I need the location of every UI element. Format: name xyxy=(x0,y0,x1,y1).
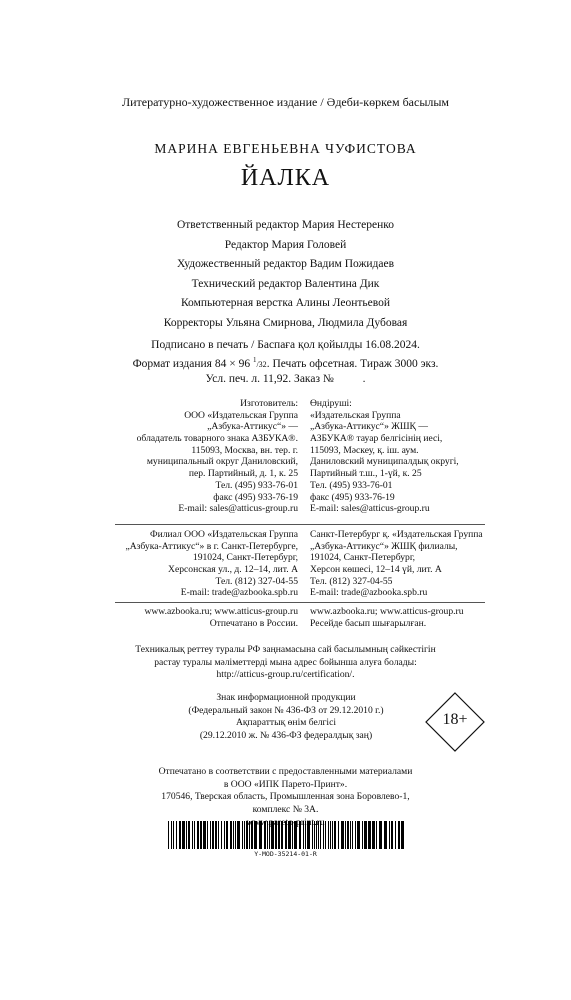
barcode-bar xyxy=(330,821,331,849)
credit-line: Редактор Мария Головей xyxy=(224,238,347,251)
barcode-bar xyxy=(210,821,211,849)
manufacturer-ru-line: Тел. (495) 933-76-01 xyxy=(215,479,298,491)
barcode-bar xyxy=(376,821,377,849)
print-info xyxy=(0,338,571,387)
manufacturer-ru-line: обладатель товарного знака АЗБУКА®. xyxy=(136,433,298,445)
barcode-bar xyxy=(230,821,232,849)
certification-note xyxy=(0,644,571,682)
printer-line: комплекс № 3А. xyxy=(252,804,319,816)
barcode-bar xyxy=(312,821,313,849)
credits-block xyxy=(0,216,571,333)
manufacturer-ru-line: E-mail: sales@atticus-group.ru xyxy=(178,503,298,515)
barcode-bar xyxy=(334,821,336,849)
website-link-kz[interactable]: www.azbooka.ru; www.atticus-group.ru xyxy=(310,606,464,617)
manufacturer-kz-line: 115093, Мәскеу, қ. іш. аум. xyxy=(310,444,419,456)
barcode-bar xyxy=(281,821,283,849)
barcode-bar xyxy=(278,821,280,849)
branch-kz xyxy=(310,529,483,599)
credit-line: Технический редактор Валентина Дик xyxy=(191,277,380,290)
barcode-bar xyxy=(294,821,297,849)
manufacturer-kz-line: E-mail: sales@atticus-group.ru xyxy=(310,503,430,515)
branch-ru xyxy=(125,529,298,599)
barcode-bar xyxy=(203,821,206,849)
barcode-bar xyxy=(173,821,174,849)
barcode-bar xyxy=(224,821,225,849)
barcode-bar xyxy=(259,821,262,849)
barcode-bar xyxy=(292,821,293,849)
printer-line: Отпечатано в соответствии с предоставленными материалами xyxy=(158,766,413,777)
barcode-bar xyxy=(264,821,266,849)
branch-kz-line: Тел. (812) 327-04-55 xyxy=(310,575,393,587)
barcode-bar xyxy=(207,821,208,849)
branch-ru-line: Тел. (812) 327-04-55 xyxy=(215,575,298,587)
barcode-bar xyxy=(384,821,387,849)
divider xyxy=(115,602,485,603)
barcode-bar xyxy=(197,821,199,849)
book-author: МАРИНА ЕВГЕНЬЕВНА ЧУФИСТОВА xyxy=(154,141,417,156)
barcode-bar xyxy=(372,821,375,849)
age-rating-badge xyxy=(425,692,485,752)
manufacturer-kz-line: факс (495) 933-76-19 xyxy=(310,491,395,503)
format-fraction-den: /32 xyxy=(256,359,267,369)
barcode-bar xyxy=(242,821,243,849)
barcode-bar xyxy=(320,821,321,849)
manufacturer-ru-line: муниципальный округ Даниловский, xyxy=(146,456,298,468)
barcode-bar xyxy=(285,821,287,849)
manufacturer-kz-line: Партийный т.ш., 1-үй, к. 25 xyxy=(310,468,422,480)
printer-line: в ООО «ИПК Парето-Принт». xyxy=(223,778,348,790)
barcode-bar xyxy=(352,821,353,849)
credit-line: Художественный редактор Вадим Пожидаев xyxy=(176,258,395,270)
branch-ru-line: E-mail: trade@azbooka.spb.ru xyxy=(180,587,298,599)
barcode-bar xyxy=(323,821,324,849)
barcode-bar xyxy=(305,821,306,849)
divider xyxy=(115,524,485,525)
barcode-bar xyxy=(347,821,349,849)
manufacturer-kz xyxy=(310,398,459,515)
branch-kz-line: Херсон көшесі, 12–14 үй, лит. А xyxy=(310,564,442,576)
branch-kz-line: 191024, Санкт-Петербург, xyxy=(310,552,416,564)
manufacturer-kz-line: Даниловский муниципалдық округі, xyxy=(310,456,459,468)
barcode-bar xyxy=(341,821,344,849)
websites-ru xyxy=(144,606,298,629)
info-sign-line: Знак информационной продукции xyxy=(216,692,356,703)
barcode-bar xyxy=(176,821,177,849)
barcode-bar xyxy=(357,821,360,849)
barcode xyxy=(168,821,404,849)
barcode-bar xyxy=(244,821,245,849)
barcode-label: Y-MOD-35214-01-R xyxy=(254,850,317,858)
printer-block xyxy=(0,766,571,830)
barcode-bar xyxy=(401,821,404,849)
credit-line: Ответственный редактор Мария Нестеренко xyxy=(176,219,395,231)
info-sign-line: (29.12.2010 ж. № 436-ФЗ федералдық заң) xyxy=(199,729,373,741)
barcode-bar xyxy=(237,821,240,849)
barcode-bar xyxy=(179,821,181,849)
barcode-bar xyxy=(188,821,190,849)
printed-in-ru: Отпечатано в России. xyxy=(209,617,298,629)
barcode-bar xyxy=(246,821,248,849)
barcode-bar xyxy=(368,821,371,849)
manufacturer-ru-line: 115093, Москва, вн. тер. г. xyxy=(191,444,298,456)
branch-kz-line: Санкт-Петербург қ. «Издательская Группа xyxy=(310,529,483,540)
manufacturer-ru-line: „Азбука-Аттикус“» — xyxy=(207,421,298,433)
book-title: ЙАЛКА xyxy=(240,165,331,191)
barcode-bar xyxy=(379,821,382,849)
barcode-bar xyxy=(221,821,222,849)
info-sign-block xyxy=(136,692,436,742)
barcode-bar xyxy=(200,821,202,849)
barcode-bar xyxy=(251,821,253,849)
credit-line: Корректоры Ульяна Смирнова, Людмила Дубовая xyxy=(163,316,408,329)
certification-line: растау туралы мәліметтерді мына адрес бойынша алуға болады: xyxy=(154,656,417,668)
sheets-line: Усл. печ. л. 11,92. Заказ № . xyxy=(205,372,366,385)
manufacturer-ru-line: Изготовитель: xyxy=(240,398,298,409)
barcode-bar xyxy=(182,821,185,849)
format-prefix: Формат издания 84 × 96 xyxy=(132,357,253,370)
barcode-bar xyxy=(254,821,257,849)
manufacturer-kz-line: «Издательская Группа xyxy=(310,409,401,421)
manufacturer-kz-line: „Азбука-Аттикус“» ЖШҚ — xyxy=(310,421,428,433)
barcode-bar xyxy=(398,821,400,849)
manufacturer-kz-line: Тел. (495) 933-76-01 xyxy=(310,479,393,491)
branch-ru-line: 191024, Санкт-Петербург, xyxy=(192,552,298,564)
barcode-bar xyxy=(186,821,187,849)
format-line xyxy=(0,353,571,372)
age-rating-text: 18+ xyxy=(442,711,468,728)
barcode-bar xyxy=(307,821,310,849)
manufacturer-ru-line: ООО «Издательская Группа xyxy=(184,409,298,421)
barcode-bar xyxy=(271,821,274,849)
barcode-bar xyxy=(362,821,363,849)
format-fraction-num: 1 xyxy=(252,356,257,364)
website-link-ru[interactable]: www.azbooka.ru; www.atticus-group.ru xyxy=(144,606,298,617)
manufacturer-ru-line: факс (495) 933-76-19 xyxy=(213,491,298,503)
barcode-bar xyxy=(226,821,228,849)
barcode-bar xyxy=(318,821,319,849)
barcode-bar xyxy=(332,821,333,849)
branch-ru-line: Филиал ООО «Издательская Группа xyxy=(150,529,298,540)
barcode-bar xyxy=(215,821,217,849)
printer-line: 170546, Тверская область, Промышленная зона Боровлево-1, xyxy=(161,791,410,803)
websites-kz xyxy=(310,606,464,629)
info-sign-line: (Федеральный закон № 436-ФЗ от 29.12.2010 г.) xyxy=(188,704,384,716)
credit-line: Компьютерная верстка Алины Леонтьевой xyxy=(180,297,391,309)
edition-type: Литературно-художественное издание / Әдеби-көркем басылым xyxy=(121,95,450,109)
barcode-bar xyxy=(171,821,172,849)
branch-ru-line: Херсонская ул., д. 12–14, лит. А xyxy=(168,564,298,576)
barcode-bar xyxy=(235,821,236,849)
manufacturer-ru xyxy=(137,398,298,515)
signed-line: Подписано в печать / Баспаға қол қойылды 16.08.2024. xyxy=(151,339,420,351)
barcode-bar xyxy=(218,821,219,849)
barcode-bar xyxy=(316,821,317,849)
barcode-bar xyxy=(395,821,396,849)
printed-in-kz: Ресейде басып шығарылған. xyxy=(310,617,427,629)
manufacturer-ru-line: пер. Партийный, д. 1, к. 25 xyxy=(188,468,298,480)
barcode-bar xyxy=(269,821,270,849)
barcode-bar xyxy=(328,821,329,849)
barcode-bar xyxy=(192,821,193,849)
barcode-bar xyxy=(314,821,315,849)
barcode-bar xyxy=(288,821,291,849)
barcode-bar xyxy=(338,821,339,849)
branch-kz-line: E-mail: trade@azbooka.spb.ru xyxy=(310,587,428,599)
barcode-bar xyxy=(389,821,390,849)
barcode-bar xyxy=(194,821,195,849)
barcode-bar xyxy=(364,821,367,849)
manufacturer-kz-line: Өндіруші: xyxy=(310,398,352,409)
barcode-bar xyxy=(350,821,351,849)
certification-link[interactable]: http://atticus-group.ru/certification/. xyxy=(216,669,355,680)
format-suffix: . Печать офсетная. Тираж 3000 экз. xyxy=(266,357,439,370)
branch-kz-line: „Азбука-Аттикус“» ЖШҚ филиалы, xyxy=(310,540,458,552)
barcode-bar xyxy=(355,821,356,849)
barcode-bar xyxy=(345,821,346,849)
barcode-bar xyxy=(275,821,277,849)
certification-line: Техникалық реттеу туралы РФ заңнамасына сай басылымның сәйкестігін xyxy=(135,644,436,655)
barcode-bar xyxy=(249,821,250,849)
info-sign-line: Ақпараттық өнім белгісі xyxy=(235,717,337,728)
barcode-bar xyxy=(212,821,214,849)
barcode-bar xyxy=(325,821,326,849)
branch-ru-line: „Азбука-Аттикус“» в г. Санкт-Петербурге, xyxy=(125,540,298,552)
barcode-bar xyxy=(303,821,304,849)
barcode-bar xyxy=(168,821,169,849)
manufacturer-kz-line: АЗБУКА® тауар белгісінің иесі, xyxy=(310,433,443,445)
barcode-bar xyxy=(233,821,234,849)
barcode-bar xyxy=(391,821,393,849)
barcode-bar xyxy=(299,821,301,849)
barcode-bar xyxy=(267,821,268,849)
